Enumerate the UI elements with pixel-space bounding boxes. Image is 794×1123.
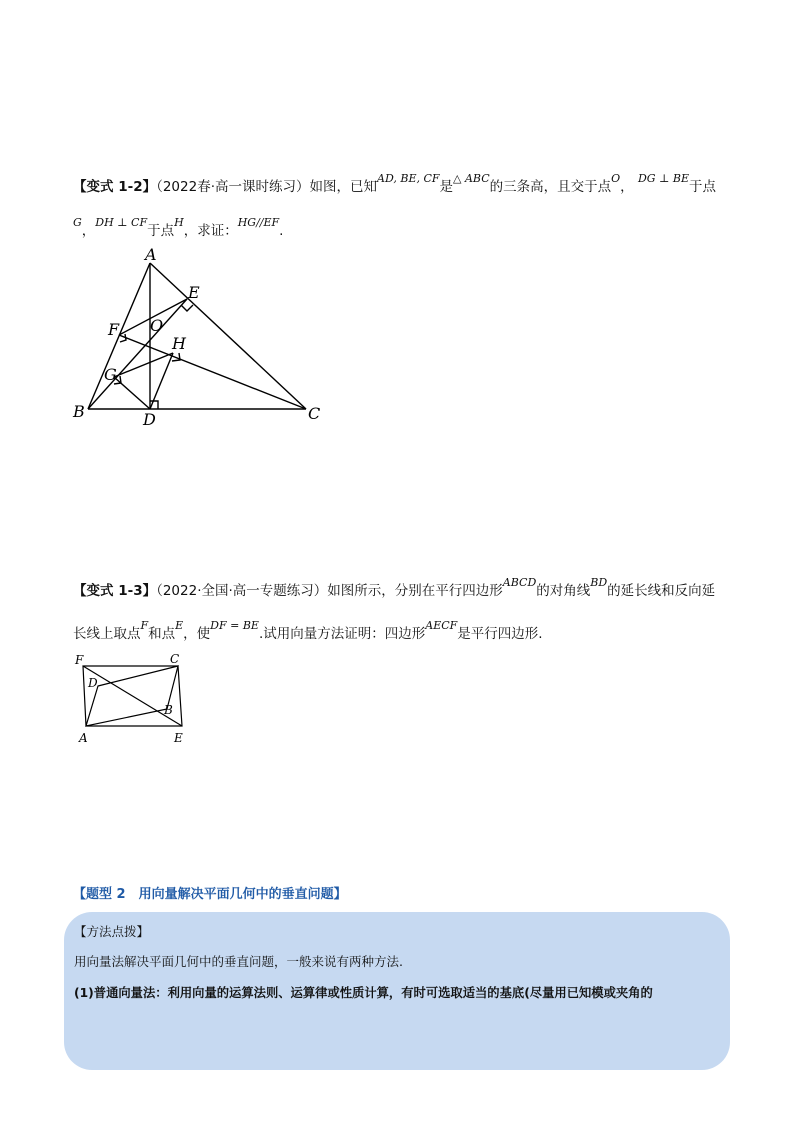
segment-dg [114, 377, 150, 409]
text: 长线上取点 [73, 626, 141, 642]
math-expr: DH ⊥ CF [95, 216, 148, 229]
text: 如图，已知 [309, 179, 377, 195]
label-a: A [145, 245, 157, 264]
altitude-cf [119, 335, 306, 409]
label-c: C [170, 652, 180, 666]
math-expr: BD [590, 576, 608, 589]
problem-label: 【变式 1-3】 [73, 583, 157, 599]
text: .试用向量方法证明：四边形 [258, 626, 426, 642]
problem-1-2-line2 [73, 216, 284, 241]
label-g: G [104, 365, 117, 384]
text: 是平行四边形. [457, 626, 543, 642]
text: ， [81, 223, 96, 239]
text: ，使 [183, 626, 211, 642]
math-expr: F [140, 619, 149, 632]
math-expr: △ ABC [453, 172, 490, 185]
label-d: D [88, 676, 98, 690]
math-expr: HG//EF [237, 216, 280, 229]
right-angle-e [181, 305, 193, 311]
label-e: E [174, 731, 183, 745]
method-line-1: 用向量法解决平面几何中的垂直问题，一般来说有两种方法. [74, 954, 403, 969]
label-e: E [188, 283, 200, 302]
label-o: O [150, 316, 164, 335]
parallelogram-figure [70, 650, 200, 750]
math-expr: H [174, 216, 184, 229]
section-title: 【题型 2 用向量解决平面几何中的垂直问题】 [73, 887, 347, 902]
label-h: H [172, 334, 186, 353]
math-expr: AD, BE, CF [377, 172, 440, 185]
problem-1-3-line2 [73, 619, 543, 644]
text: 的延长线和反向延 [607, 583, 716, 599]
label-d: D [143, 410, 156, 429]
triangle-altitudes-figure [68, 245, 338, 430]
math-expr: E [175, 619, 184, 632]
label-f: F [108, 320, 120, 339]
math-expr: DG ⊥ BE [637, 172, 690, 185]
label-a: A [79, 731, 88, 745]
problem-source: （2022·全国·高一专题练习） [156, 583, 328, 599]
math-expr: G [73, 216, 82, 229]
label-c: C [308, 404, 321, 423]
text: 是 [439, 179, 454, 195]
text: . [279, 223, 284, 239]
math-expr: DF = BE [210, 619, 259, 632]
method-heading: 【方法点拨】 [74, 924, 150, 939]
method-tip-box [64, 912, 730, 1070]
text: 于点 [689, 179, 717, 195]
text: 和点 [148, 626, 176, 642]
problem-source: （2022春·高一课时练习） [156, 179, 310, 195]
text: ， [620, 179, 634, 195]
problem-1-2-line1 [73, 172, 717, 197]
diagonal-fe [83, 666, 182, 726]
math-expr: AECF [425, 619, 458, 632]
text: 的对角线 [536, 583, 591, 599]
text: ，求证： [183, 223, 238, 239]
text: 如图所示，分别在平行四边形 [327, 583, 503, 599]
text: 的三条高，且交于点 [489, 179, 612, 195]
label-b: B [73, 402, 85, 421]
problem-label: 【变式 1-2】 [73, 179, 157, 195]
label-b: B [164, 703, 173, 717]
method-line-2: (1)普通向量法：利用向量的运算法则、运算律或性质计算，有时可选取适当的基底(尽量用已知模或夹角的 [74, 986, 653, 1000]
problem-1-3-line1 [73, 576, 716, 601]
label-f: F [75, 653, 84, 667]
math-expr: ABCD [502, 576, 537, 589]
text: 于点 [147, 223, 175, 239]
math-expr: O [611, 172, 621, 185]
